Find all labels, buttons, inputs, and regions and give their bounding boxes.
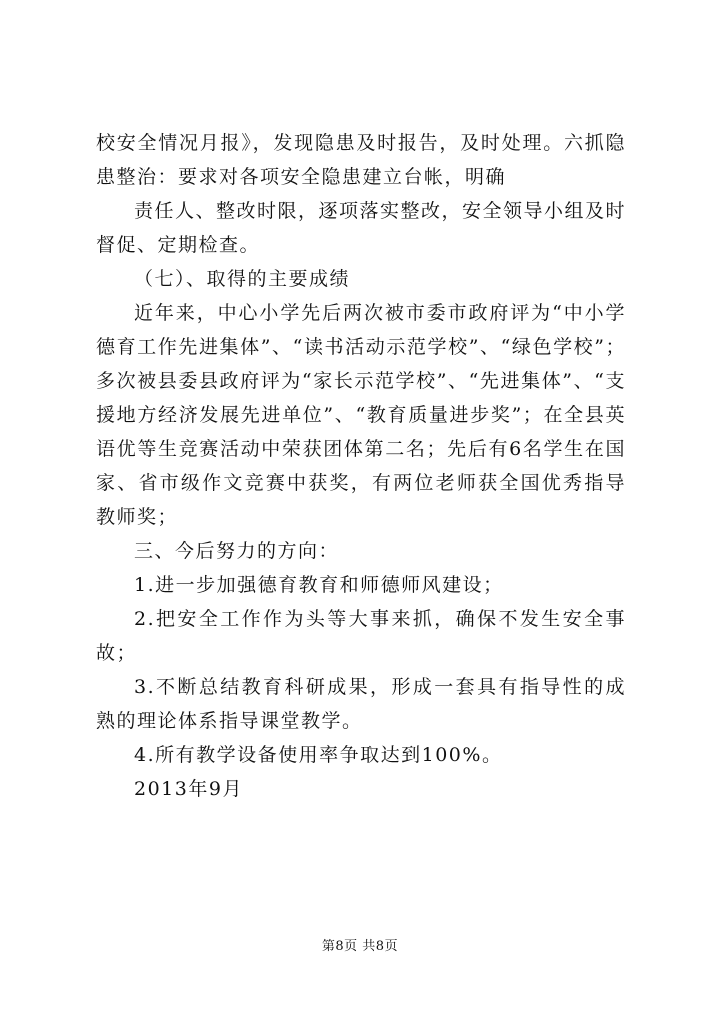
paragraph-achievements: 近年来，中心小学先后两次被市委市政府评为“中小学德育工作先进集体”、“读书活动示范学校”、“绿色学校”；多次被县委县政府评为“家长示范学校”、“先进集体”、“支援地方经济发展先进单位”、“教育质量进步奖”；在全县英语优等生竞赛活动中荣获团体第二名；先后有6名学生在国家、省市级作文竞赛中获奖，有两位老师获全国优秀指导教师奖；	[96, 302, 626, 528]
list-item-2: 2.把安全工作作为头等大事来抓，确保不发生安全事故；	[96, 608, 626, 664]
section-heading-future-direction: 三、今后努力的方向：	[134, 540, 340, 562]
section-heading-achievements: （七）、取得的主要成绩	[134, 268, 351, 290]
paragraph-rectification: 责任人、整改时限，逐项落实整改，安全领导小组及时督促、定期检查。	[96, 200, 627, 256]
list-item-3: 3.不断总结教育科研成果，形成一套具有指导性的成熟的理论体系指导课堂教学。	[96, 676, 626, 732]
paragraph-safety-report: 校安全情况月报》，发现隐患及时报告，及时处理。六抓隐患整治：要求对各项安全隐患建立台帐，明确	[96, 132, 626, 188]
document-date: 2013年9月	[134, 778, 243, 800]
list-item-4: 4.所有教学设备使用率争取达到100%。	[134, 744, 503, 766]
page-number-footer: 第8页 共8页	[321, 939, 399, 954]
document-body	[96, 126, 626, 806]
list-item-1: 1.进一步加强德育教育和师德师风建设；	[134, 574, 504, 596]
